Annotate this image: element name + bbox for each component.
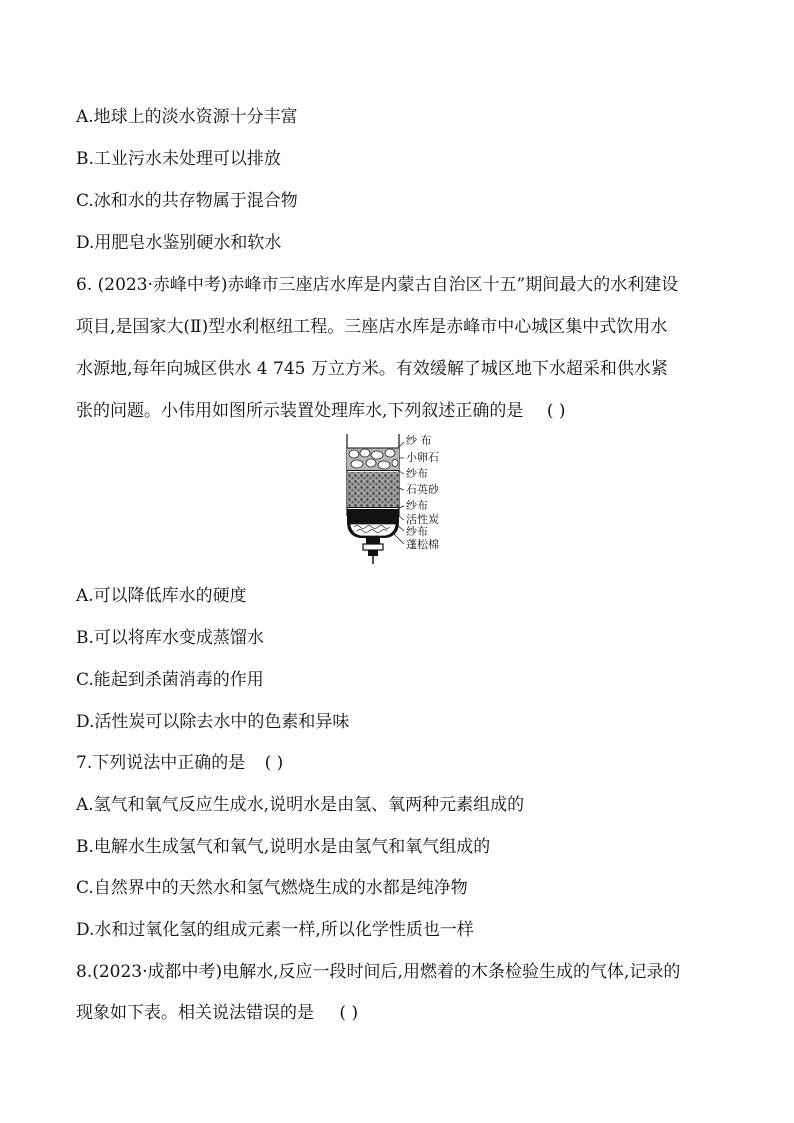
label-gauze-1: 纱 布 [406,434,432,447]
label-fluffy-cotton: 蓬松棉 [406,538,439,551]
q8-stem-line-2 [76,1003,358,1023]
label-gauze-2: 纱布 [406,467,428,480]
water-filter-illustration [330,432,470,566]
label-quartz-sand: 石英砂 [406,483,439,496]
q5-option-c: C.冰和水的共存物属于混合物 [76,191,298,211]
q6-option-a: A.可以降低库水的硬度 [76,586,247,606]
label-gauze-4: 纱布 [406,525,428,538]
q5-option-b: B.工业污水未处理可以排放 [76,149,281,169]
q6-answer-paren: ( ) [546,401,566,421]
q6-option-d: D.活性炭可以除去水中的色素和异味 [76,712,350,732]
q5-option-a: A.地球上的淡水资源十分丰富 [76,107,298,127]
q6-stem-line-4 [76,401,565,421]
q7-option-d: D.水和过氧化氢的组成元素一样,所以化学性质也一样 [76,920,474,940]
q6-option-b: B.可以将库水变成蒸馏水 [76,628,264,648]
q7-answer-paren: ( ) [264,753,284,773]
label-gauze-3: 纱布 [406,499,428,512]
water-filter-diagram [330,432,470,566]
q7-option-b: B.电解水生成氢气和氧气,说明水是由氢气和氧气组成的 [76,837,491,857]
q6-stem-line-1: 6. (2023·赤峰中考)赤峰市三座店水库是内蒙古自治区十五”期间最大的水利建设 [76,275,679,295]
q6-option-c: C.能起到杀菌消毒的作用 [76,670,264,690]
label-pebbles: 小卵石 [406,451,439,464]
q5-option-d: D.用肥皂水鉴别硬水和软水 [76,233,282,253]
q7-stem-text: 7.下列说法中正确的是 [76,753,246,773]
q6-stem-text: 张的问题。小伟用如图所示装置处理库水,下列叙述正确的是 [76,401,524,421]
label-activated-carbon: 活性炭 [406,513,439,526]
q8-stem-text: 现象如下表。相关说法错误的是 [76,1003,314,1023]
q6-stem-line-3: 水源地,每年向城区供水 4 745 万立方米。有效缓解了城区地下水超采和供水紧 [76,359,668,379]
q8-answer-paren: ( ) [339,1003,359,1023]
q7-option-a: A.氢气和氧气反应生成水,说明水是由氢、氧两种元素组成的 [76,795,525,815]
q6-stem-line-2: 项目,是国家大(Ⅱ)型水利枢纽工程。三座店水库是赤峰市中心城区集中式饮用水 [76,317,668,337]
q7-stem [76,753,283,773]
q8-stem-line-1: 8.(2023·成都中考)电解水,反应一段时间后,用燃着的木条检验生成的气体,记录的 [76,962,681,982]
q7-option-c: C.自然界中的天然水和氢气燃烧生成的水都是纯净物 [76,878,468,898]
